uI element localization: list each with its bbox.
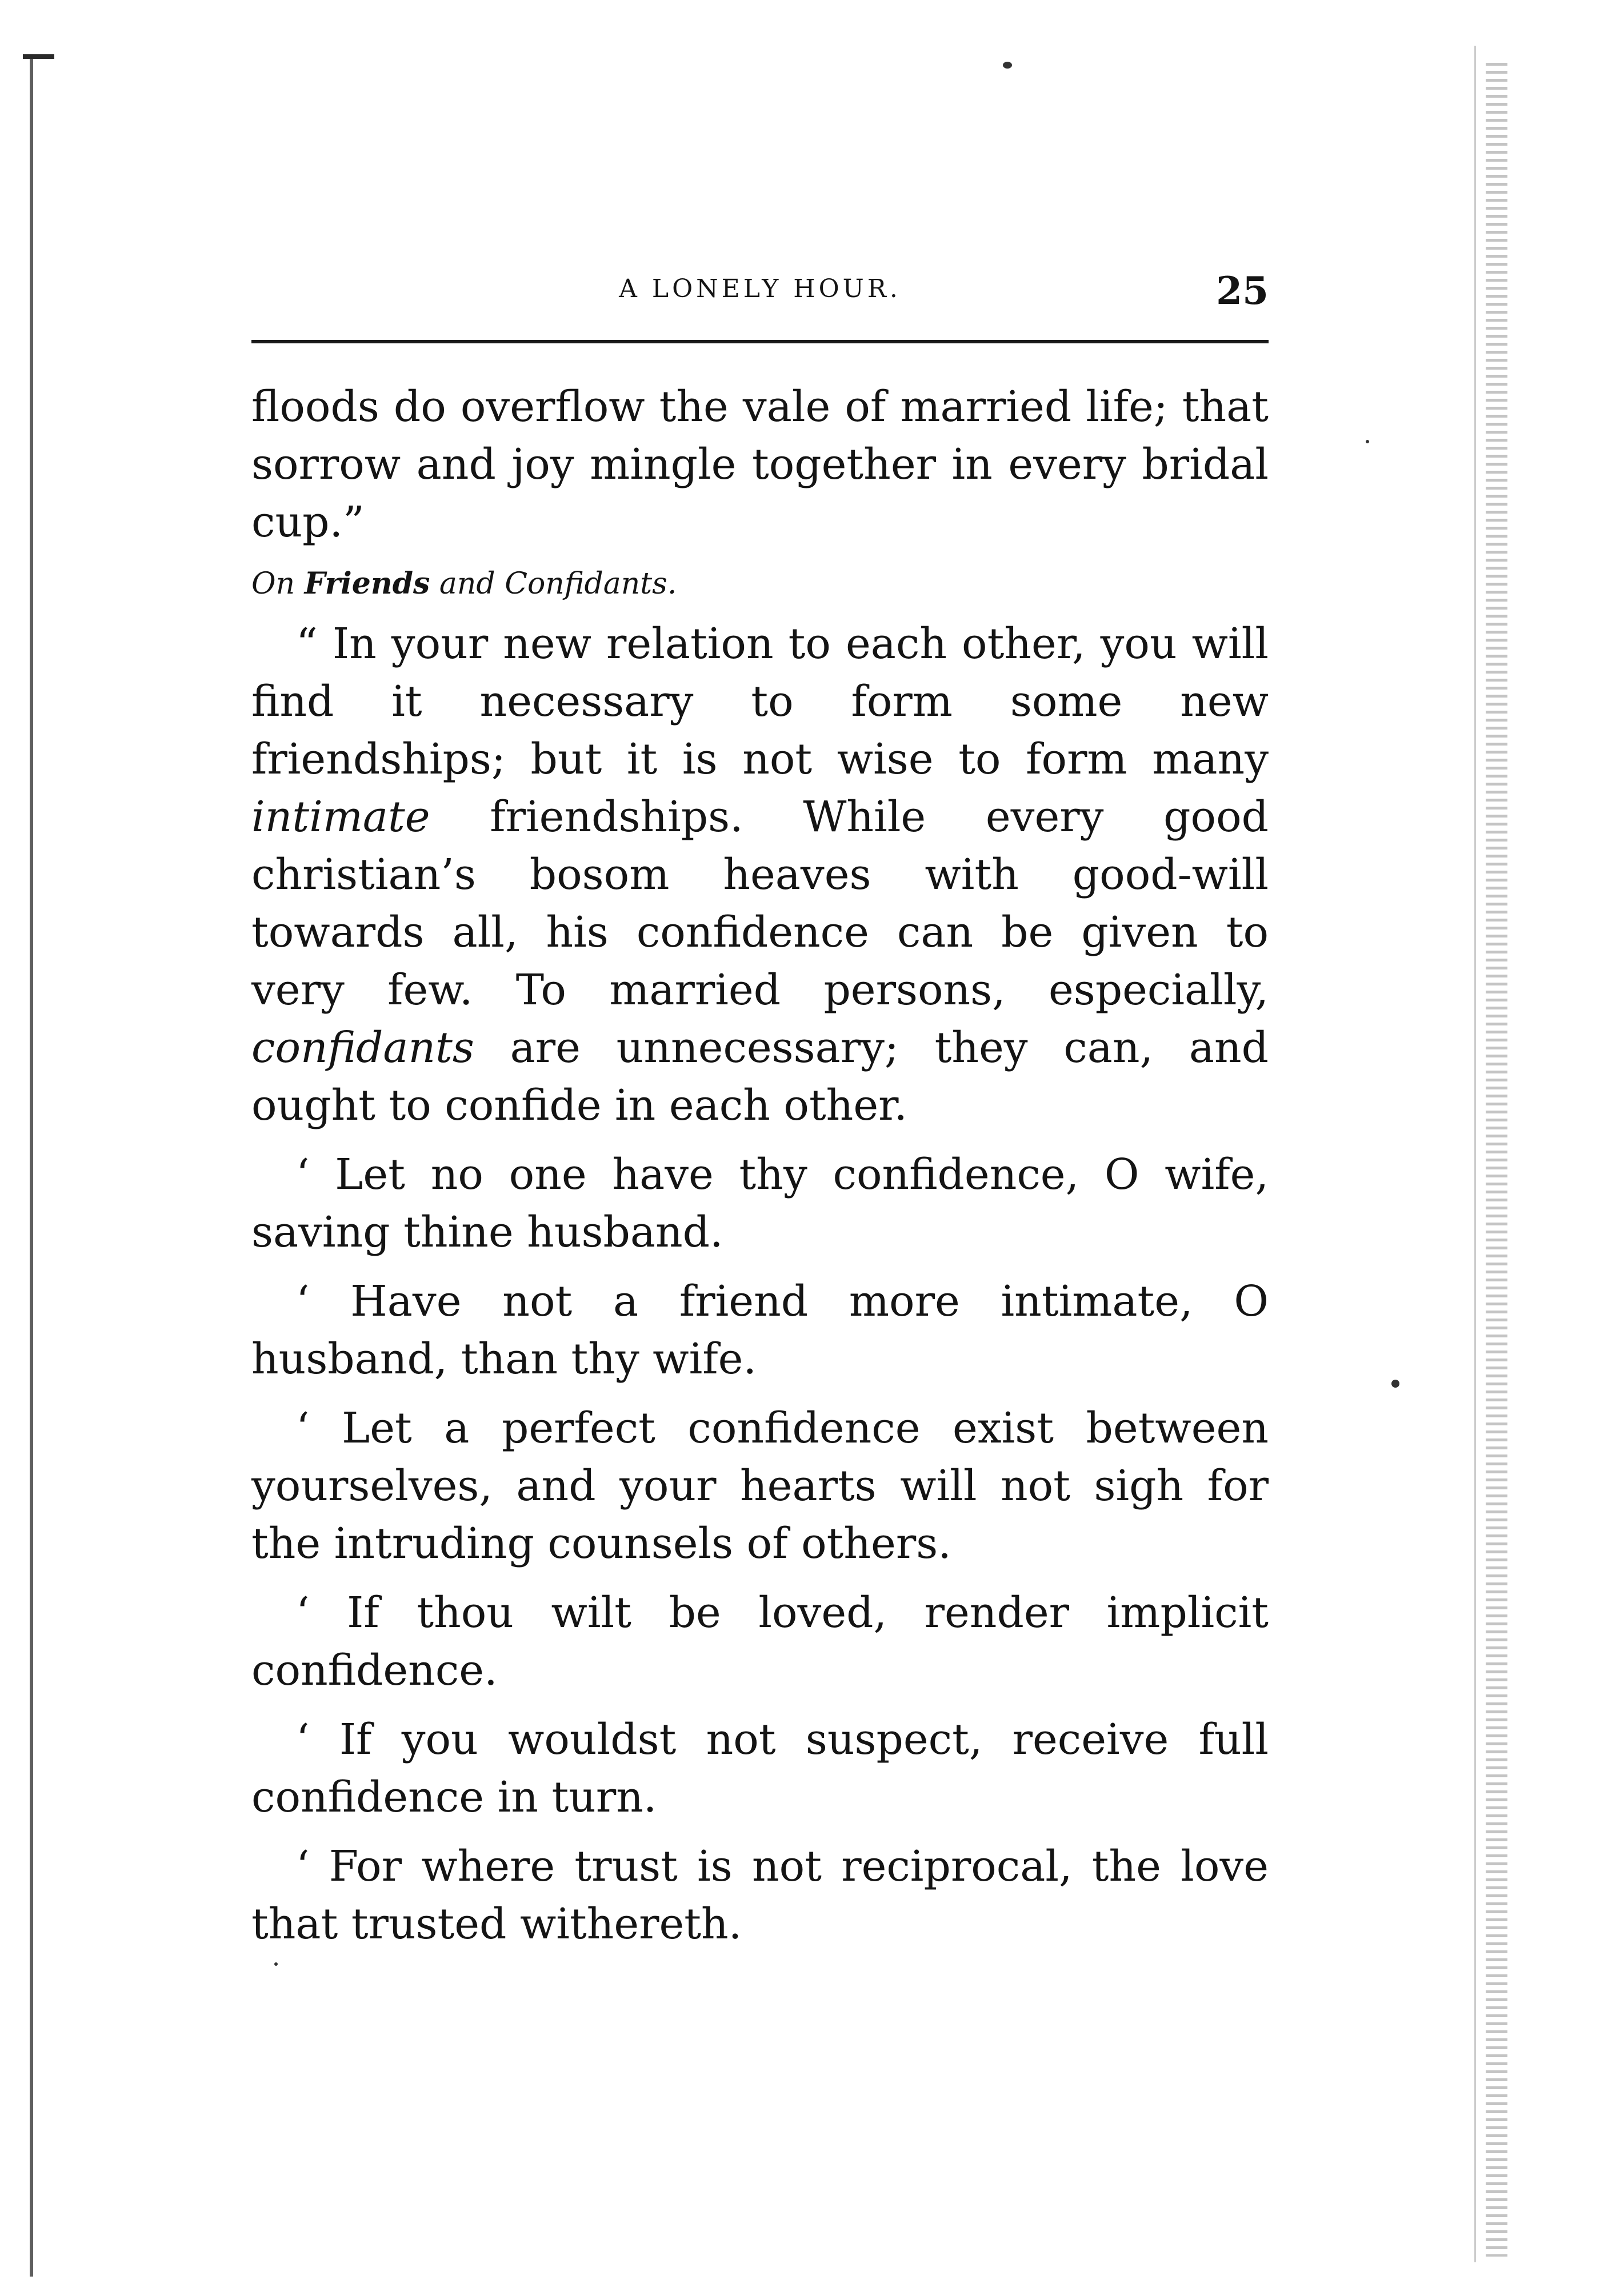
paragraph: ‘ Let a perfect confidence exist between yourselves, and your hearts will not sigh for the intruding counsels of others. xyxy=(251,1404,1269,1568)
paragraph-text: are unnecessary; they can, and ought to confide in each other. xyxy=(251,1023,1269,1130)
scan-speck xyxy=(1003,62,1012,69)
heading-word: Confidants. xyxy=(505,567,677,601)
paragraph-text: friendships. While every good christian’s bosom heaves with good-will towards all, his confidence can be given to very few. To married persons, especially, xyxy=(251,792,1269,1015)
page-body xyxy=(251,378,1269,1953)
running-title: A LONELY HOUR. xyxy=(619,274,901,303)
continuation-paragraph: floods do overflow the vale of married life; that sorrow and joy mingle together in every bridal cup.” xyxy=(251,382,1269,547)
paragraph: ‘ If you wouldst not suspect, receive full confidence in turn. xyxy=(251,1715,1269,1822)
emphasis-text: intimate xyxy=(251,792,430,842)
paragraph-text: “ In your new relation to each other, you will find it necessary to form some new friendships; but it is not wise to form many xyxy=(251,619,1269,784)
paragraph: ‘ Let no one have thy confidence, O wife, saving thine husband. xyxy=(251,1150,1269,1257)
running-header xyxy=(251,269,1269,314)
heading-word: and xyxy=(439,567,495,601)
scan-edge-left xyxy=(30,54,41,2277)
scan-speck xyxy=(274,1962,278,1966)
paragraph: ‘ For where trust is not reciprocal, the love that trusted withereth. xyxy=(251,1842,1269,1949)
section-heading xyxy=(251,564,1269,604)
heading-word: Friends xyxy=(304,566,430,601)
scan-speck xyxy=(1366,440,1369,443)
page-number: 25 xyxy=(1216,269,1269,313)
paragraph xyxy=(251,615,1269,1135)
header-rule xyxy=(251,340,1269,343)
paragraph: ‘ If thou wilt be loved, render implicit confidence. xyxy=(251,1588,1269,1695)
heading-word: On xyxy=(251,567,295,601)
scan-speck xyxy=(1391,1380,1399,1388)
scan-edge-right xyxy=(1486,63,1507,2257)
scan-edge-right-line xyxy=(1474,46,1476,2262)
emphasis-text: confidants xyxy=(251,1023,474,1072)
paragraph: ‘ Have not a friend more intimate, O husband, than thy wife. xyxy=(251,1277,1269,1384)
